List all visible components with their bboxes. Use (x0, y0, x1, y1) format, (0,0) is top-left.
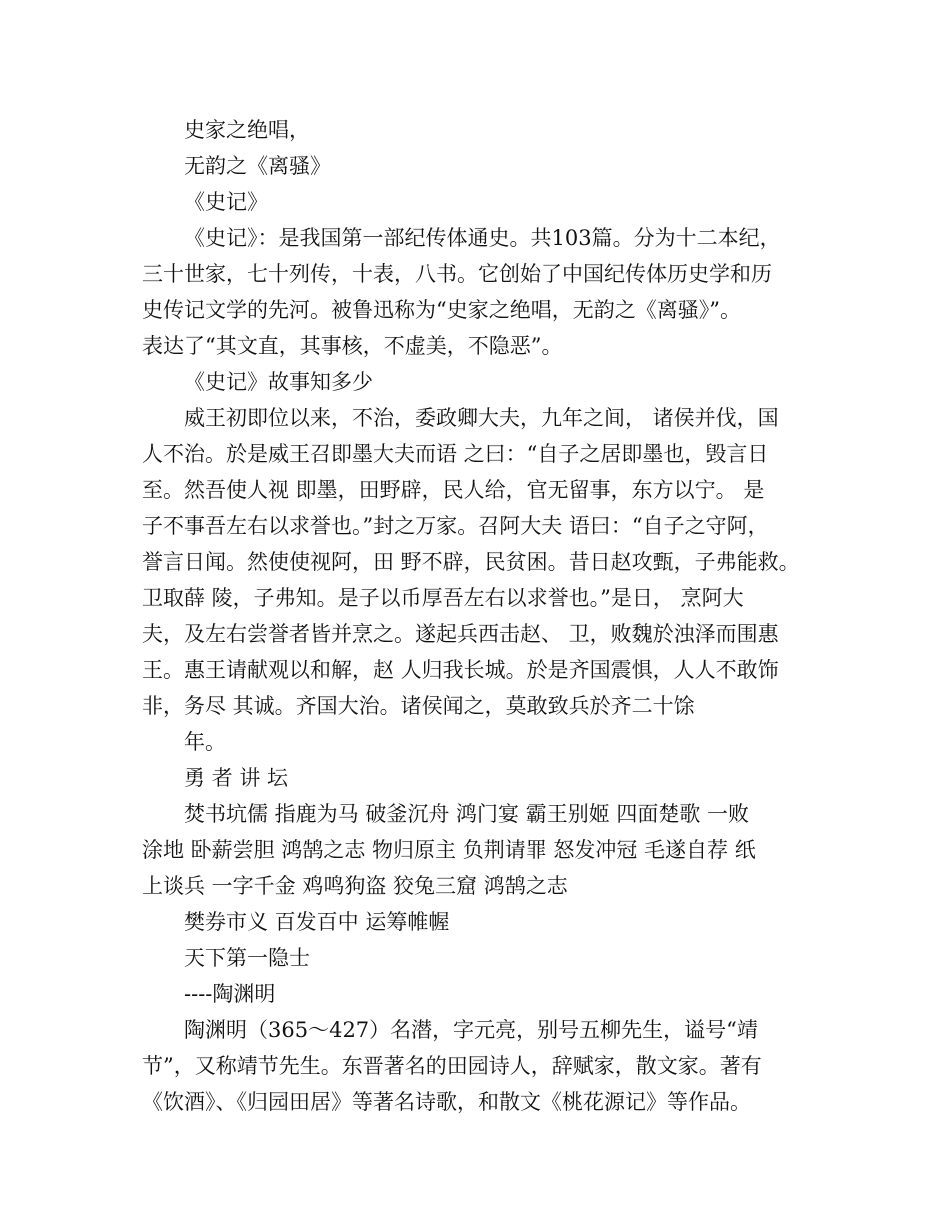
paragraph-line: 人不治。於是威王召即墨大夫而语 之曰：“自子之居即墨也，毁言日 (142, 442, 769, 466)
paragraph-line: 表达了“其文直，其事核，不虚美，不隐恶”。 (142, 334, 563, 358)
paragraph-line: 威王初即位以来，不治，委政卿大夫，九年之间， 诸侯并伐，国 (184, 406, 779, 430)
paragraph-line: 卫取薛 陵，子弗知。是子以币厚吾左右以求誉也。”是日， 烹阿大 (142, 586, 744, 610)
paragraph-line: 《饮酒》、《归园田居》等著名诗歌，和散文《桃花源记》等作品。 (142, 1090, 751, 1114)
paragraph-line: 子不事吾左右以求誉也。”封之万家。召阿大夫 语曰：“自子之守阿， (142, 514, 769, 538)
section-heading: 天下第一隐士 (184, 946, 310, 970)
idiom-list-line: 樊券市义 百发百中 运筹帷幄 (184, 910, 450, 934)
paragraph-line: 三十世家，七十列传，十表，八书。它创始了中国纪传体历史学和历 (142, 262, 772, 286)
section-heading: 《史记》 (184, 190, 268, 214)
text-line: 史家之绝唱， (184, 118, 310, 142)
paragraph-line: 史传记文学的先河。被鲁迅称为“史家之绝唱，无韵之《离骚》”。 (142, 298, 741, 322)
paragraph-line: 陶渊明（365～427）名潜，字元亮，别号五柳先生，谥号“靖 (184, 1018, 758, 1042)
paragraph-line: 誉言日闻。然使使视阿，田 野不辟，民贫困。昔日赵攻甄，子弗能救。 (142, 550, 800, 574)
idiom-list-line: 涂地 卧薪尝胆 鸿鹄之志 物归原主 负荆请罪 怒发冲冠 毛遂自荐 纸 (142, 838, 756, 862)
idiom-list-line: 焚书坑儒 指鹿为马 破釜沉舟 鸿门宴 霸王别姬 四面楚歌 一败 (184, 802, 750, 826)
paragraph-line: 非，务尽 其诚。齐国大治。诸侯闻之，莫敢致兵於齐二十馀 (142, 694, 695, 718)
subheading: ----陶渊明 (184, 982, 276, 1006)
paragraph-line: 节”，又称靖节先生。东晋著名的田园诗人，辞赋家，散文家。著有 (142, 1054, 762, 1078)
idiom-list-line: 上谈兵 一字千金 鸡鸣狗盗 狡兔三窟 鸿鹄之志 (142, 874, 568, 898)
text-line: 无韵之《离骚》 (184, 154, 331, 178)
paragraph-line: 《史记》：是我国第一部纪传体通史。共103篇。分为十二本纪， (184, 226, 781, 250)
section-heading: 勇 者 讲 坛 (184, 766, 289, 790)
paragraph-line: 年。 (184, 730, 226, 754)
paragraph-line: 夫，及左右尝誉者皆并烹之。遂起兵西击赵、 卫，败魏於浊泽而围惠 (142, 622, 779, 646)
paragraph-line: 至。然吾使人视 即墨，田野辟，民人给，官无留事，东方以宁。 是 (142, 478, 765, 502)
section-heading: 《史记》故事知多少 (184, 370, 373, 394)
paragraph-line: 王。惠王请献观以和解，赵 人归我长城。於是齐国震惧，人人不敢饰 (142, 658, 779, 682)
